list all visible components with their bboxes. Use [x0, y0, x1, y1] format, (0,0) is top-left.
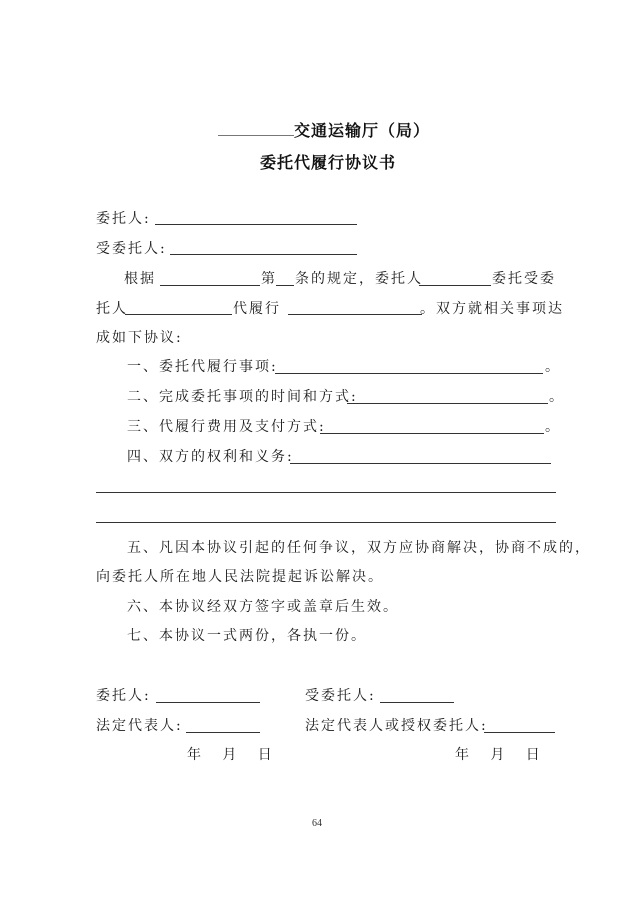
- rights-duties-line-2[interactable]: [96, 492, 556, 493]
- preamble-text-8: 成如下协议:: [96, 330, 183, 346]
- clause-6: 六、本协议经双方签字或盖章后生效。: [127, 599, 399, 615]
- regulation-blank[interactable]: [160, 285, 260, 286]
- title-text: 交通运输厅（局）: [294, 121, 431, 140]
- clause-3-field[interactable]: [320, 433, 544, 434]
- clause-2-label: 二、完成委托事项的时间和方式:: [127, 389, 358, 405]
- left-date-year: 年: [187, 747, 203, 763]
- preamble-text-6: 代履行: [233, 301, 281, 317]
- clause-5-line-2: 向委托人所在地人民法院提起诉讼解决。: [96, 569, 384, 585]
- sign-principal-label: 委托人:: [96, 688, 151, 704]
- sign-left-rep-label: 法定代表人:: [96, 718, 183, 734]
- left-date-day: 日: [257, 747, 274, 763]
- clause-3-label: 三、代履行费用及支付方式:: [127, 419, 326, 435]
- document-title: 委托代履行协议书: [260, 153, 397, 172]
- sign-right-rep-label: 法定代表人或授权委托人:: [305, 718, 488, 734]
- preamble-text-7: 。双方就相关事项达: [420, 301, 564, 317]
- clause-4-field[interactable]: [290, 463, 551, 464]
- agent-name-blank[interactable]: [125, 314, 232, 315]
- clause-3-end: 。: [545, 419, 561, 435]
- sign-left-rep-field[interactable]: [186, 732, 260, 733]
- sign-principal-field[interactable]: [156, 702, 260, 703]
- agent-row: [96, 240, 167, 258]
- right-date-year: 年: [455, 747, 471, 763]
- principal-row: [96, 210, 151, 228]
- principal-label: 委托人:: [96, 211, 151, 227]
- article-number-blank[interactable]: [276, 285, 294, 286]
- right-date: [455, 746, 542, 764]
- sign-agent-field[interactable]: [380, 702, 454, 703]
- preamble-text-2: 第: [261, 271, 277, 287]
- page-number: 64: [312, 818, 322, 829]
- preamble-text-3: 条的规定，委托人: [295, 271, 423, 287]
- agent-field[interactable]: [170, 254, 357, 255]
- clause-4-label: 四、双方的权利和义务:: [127, 449, 294, 465]
- preamble-text-5: 托人: [96, 301, 128, 317]
- clause-1-label: 一、委托代履行事项:: [127, 359, 278, 375]
- rights-duties-line-3[interactable]: [96, 522, 556, 523]
- right-date-month: 月: [490, 747, 507, 763]
- clause-1-end: 。: [545, 359, 561, 375]
- clause-7: 七、本协议一式两份，各执一份。: [127, 628, 367, 644]
- clause-5-line-1: 五、凡因本协议引起的任何争议，双方应协商解决，协商不成的，: [127, 540, 591, 556]
- agent-label: 受委托人:: [96, 241, 167, 257]
- principal-name-blank[interactable]: [419, 285, 491, 286]
- preamble-text-1: 根据: [124, 271, 156, 287]
- department-blank[interactable]: [218, 121, 294, 136]
- left-date: [187, 746, 274, 764]
- performed-matter-blank[interactable]: [288, 314, 422, 315]
- sign-agent-label: 受委托人:: [305, 688, 376, 704]
- clause-2-end: 。: [549, 389, 565, 405]
- left-date-month: 月: [222, 747, 239, 763]
- preamble-text-4: 委托受委: [492, 271, 556, 287]
- right-date-day: 日: [525, 747, 542, 763]
- sign-right-rep-field[interactable]: [484, 732, 555, 733]
- clause-2-field[interactable]: [347, 403, 548, 404]
- clause-1-field[interactable]: [275, 373, 543, 374]
- principal-field[interactable]: [155, 224, 357, 225]
- title-line-1: [218, 118, 430, 141]
